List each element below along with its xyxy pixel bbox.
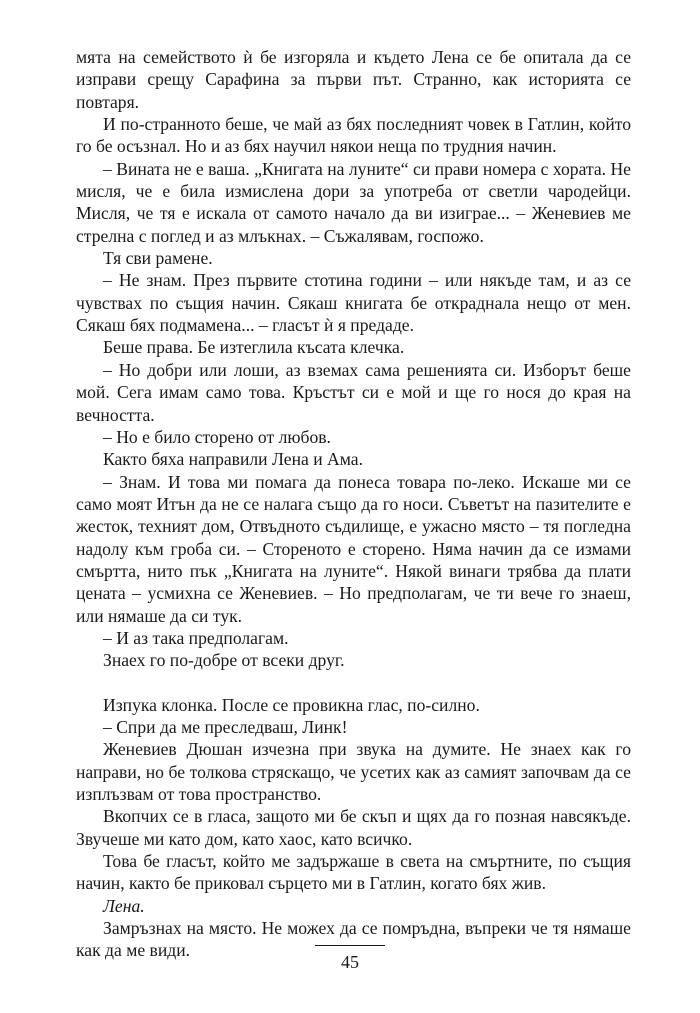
body-text (76, 46, 631, 962)
paragraph: Беше права. Бе изтеглила късата клечка. (103, 337, 405, 358)
paragraph-italic: Лена. (103, 895, 145, 916)
paragraph: – Не знам. През първите стотина години – или някъде там, и аз се чувствах по същия начин. Сякаш книгата бе откраднала нещо от мен. Сякаш бях подмамена... – гласът ѝ я предаде. (76, 270, 631, 336)
paragraph: Това бе гласът, който ме задържаше в света на смъртните, по същия начин, както бе приковал сърцето ми в Гатлин, когато бях жив. (76, 851, 631, 894)
footer-rule (315, 945, 385, 946)
page-number: 45 (341, 952, 359, 972)
paragraph: Изпука клонка. После се провикна глас, по-силно. (103, 694, 480, 715)
paragraph: И по-странното беше, че май аз бях последният човек в Гатлин, който го бе осъзнал. Но и аз бях научил някои неща по трудния начин. (76, 114, 631, 157)
paragraph: – Вината не е ваша. „Книгата на луните“ си прави номера с хората. Не мисля, че е била измислена дори за употреба от светли чародейци. Мисля, че тя е искала от самото начало да ви изиграе... – Женевиев ме стрелна с поглед и аз млъкнах. – Съжалявам, госпожо. (76, 158, 631, 246)
paragraph: Знаех го по-добре от всеки друг. (103, 650, 345, 671)
paragraph: Вкопчих се в гласа, защото ми бе скъп и щях да го позная навсякъде. Звучеше ми като дом, като хаос, като всичко. (76, 806, 631, 849)
paragraph: Замръзнах на място. Не можех да се помръдна, въпреки че тя нямаше как да ме види. (76, 918, 631, 961)
paragraph: – Но добри или лоши, аз вземах сама решенията си. Изборът беше мой. Сега имам само това. Кръстът си е мой и ще го нося до края на вечността. (76, 359, 631, 425)
paragraph: – Но е било сторено от любов. (103, 426, 331, 447)
paragraph: Тя сви рамене. (103, 248, 213, 269)
paragraph: – И аз така предполагам. (103, 627, 289, 648)
paragraph: мята на семейството ѝ бе изгоряла и където Лена се бе опитала да се изправи срещу Сарафина за първи път. Странно, как историята се повтаря. (76, 47, 631, 112)
paragraph: – Спри да ме преследваш, Линк! (103, 716, 348, 737)
paragraph: – Знам. И това ми помага да понеса товара по-леко. Искаше ми се само моят Итън да не се налага също да го носи. Съветът на пазителите е жесток, техният дом, Отвъдното съдилище, е ужасно място – тя погледна надолу към гроба си. – Стореното е сторено. Няма начин да се измами смъртта, нито пък „Книгата на луните“. Някой винаги трябва да плати цената – усмихна се Женевиев. – Но предполагам, че ти вече го знаеш, или нямаше да си тук. (76, 471, 631, 626)
paragraph: Както бяха направили Лена и Ама. (103, 449, 363, 470)
paragraph: Женевиев Дюшан изчезна при звука на думите. Не знаех как го направи, но бе толкова стряскащо, че усетих как аз самият започвам да се изплъзвам от това пространство. (76, 739, 631, 804)
